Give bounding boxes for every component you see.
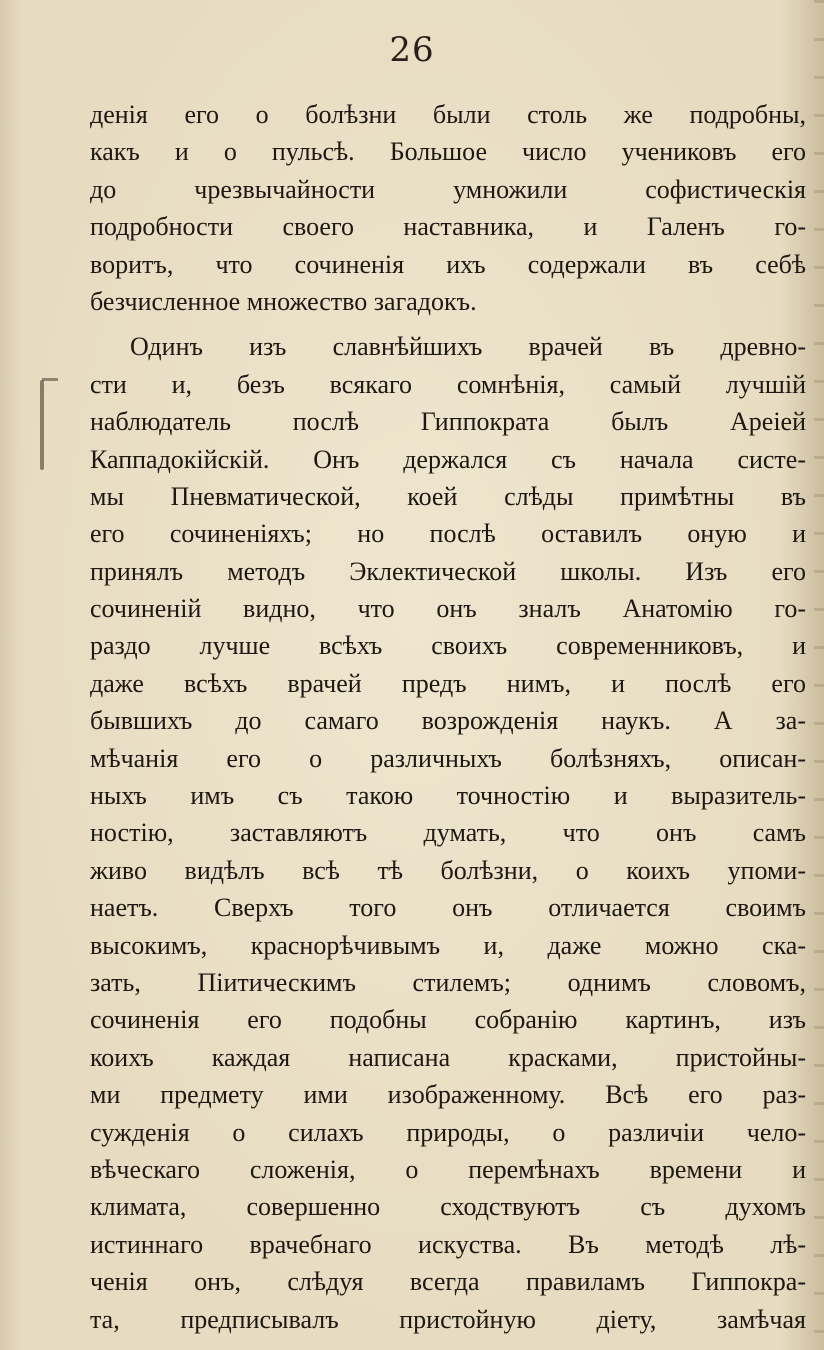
text-line: его сочиненіяхъ; но послѣ оставилъ оную и — [90, 519, 806, 549]
text-line: ностію, заставляютъ думать, что онъ самъ — [90, 818, 806, 848]
text-line: климата, совершенно сходствуютъ съ духомъ — [90, 1192, 806, 1222]
text-line: ми предмету ими изображенному. Всѣ его раз- — [90, 1080, 806, 1110]
paragraph-2 — [90, 328, 806, 1338]
text-line: денія его о болѣзни были столь же подробны, — [90, 100, 806, 129]
paragraph-gap — [90, 320, 806, 328]
text-line: безчисленное множество загадокъ. — [90, 286, 477, 316]
margin-bracket-mark — [42, 378, 58, 381]
text-line: до чрезвычайности умножили софистическія — [90, 174, 806, 204]
text-line: раздо лучше всѣхъ своихъ современниковъ, и — [90, 631, 806, 661]
text-line: наетъ. Сверхъ того онъ отличается своимъ — [90, 893, 806, 923]
text-line: вѣческаго сложенія, о перемѣнахъ времени и — [90, 1154, 806, 1184]
text-line: ченія онъ, слѣдуя всегда правиламъ Гиппокра- — [90, 1267, 806, 1297]
text-line: истиннаго врачебнаго искуства. Въ методѣ лѣ- — [90, 1229, 806, 1259]
text-line: принялъ методъ Эклектической школы. Изъ его — [90, 556, 806, 586]
text-line: какъ и о пульсѣ. Большое число учениковъ его — [90, 137, 806, 167]
text-line: сочиненія его подобны собранію картинъ, изъ — [90, 1005, 806, 1035]
text-line: Одинъ изъ славнѣйшихъ врачей въ древно- — [130, 332, 806, 362]
text-line: живо видѣлъ всѣ тѣ болѣзни, о коихъ упоми- — [90, 855, 806, 885]
paragraph-1 — [90, 96, 806, 320]
text-line: мы Пневматической, коей слѣды примѣтны въ — [90, 481, 806, 511]
text-line: наблюдатель послѣ Гиппократа былъ Ареіей — [90, 407, 806, 437]
page-number: 26 — [389, 30, 435, 70]
body-text — [90, 96, 806, 1338]
text-line: подробности своего наставника, и Галенъ го- — [90, 212, 806, 242]
margin-pencil-mark — [40, 380, 44, 470]
text-line: Каппадокійскій. Онъ держался съ начала систе- — [90, 444, 806, 474]
text-line: воритъ, что сочиненія ихъ содержали въ себѣ — [90, 249, 806, 279]
text-line: сочиненій видно, что онъ зналъ Анатомію го- — [90, 594, 806, 624]
text-line: высокимъ, краснорѣчивымъ и, даже можно ска- — [90, 930, 806, 960]
text-line: мѣчанія его о различныхъ болѣзняхъ, описан- — [90, 743, 806, 773]
text-line: коихъ каждая написана красками, пристойны- — [90, 1042, 806, 1072]
text-line: сти и, безъ всякаго сомнѣнія, самый лучшій — [90, 369, 806, 399]
text-line: бывшихъ до самаго возрожденія наукъ. А за- — [90, 706, 806, 736]
text-line: зать, Піитическимъ стилемъ; однимъ словомъ, — [90, 967, 806, 997]
text-line: ныхъ имъ съ такою точностію и выразитель- — [90, 781, 806, 811]
page-edge-shadow — [814, 0, 824, 1350]
text-line: та, предписывалъ пристойную діету, замѣчая — [90, 1304, 806, 1334]
text-line: даже всѣхъ врачей предъ нимъ, и послѣ его — [90, 668, 806, 698]
text-line: сужденія о силахъ природы, о различіи чело- — [90, 1117, 806, 1147]
